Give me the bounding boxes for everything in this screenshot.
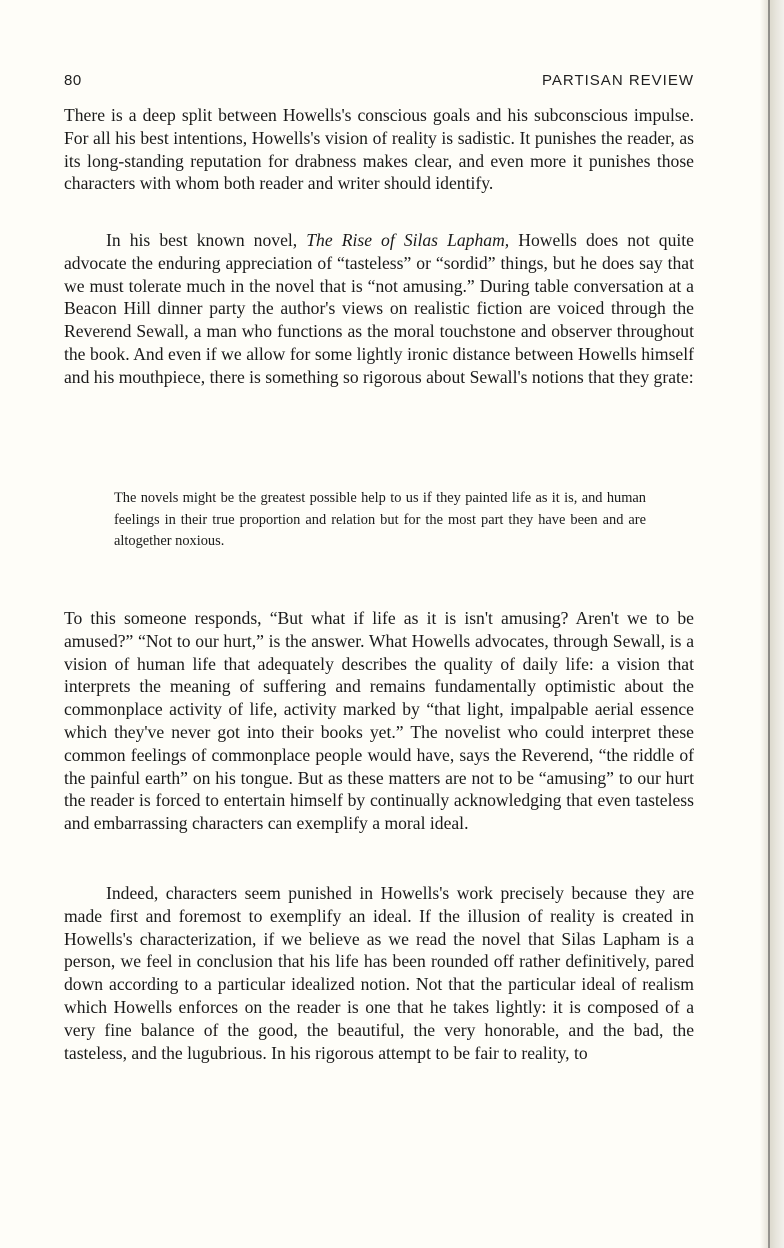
paragraph-2-rest: Howells does not quite advocate the enduring appreciation of “tasteless” or “sordid” things, but he does say that we must tolerate much in the novel that is “not amusing.” During table conversation at a Beacon Hill dinner party the author's views on realistic fiction are voiced through the Reverend Sewall, a man who functions as the moral touchstone and observer throughout the book. And even if we allow for some lightly ironic distance between Howells himself and his mouthpiece, there is something so rigorous about Sewall's notions that they grate:: [64, 230, 694, 387]
paragraph-4: Indeed, characters seem punished in Howells's work precisely because they are made first and foremost to exemplify an ideal. If the illusion of reality is created in Howells's characterization, if we believe as we read the novel that Silas Lapham is a person, we feel in conclusion that his life has been rounded off rather definitively, pared down according to a particular idealized notion. Not that the particular ideal of realism which Howells enforces on the reader is one that he takes lightly: it is composed of a very fine balance of the good, the beautiful, the very honorable, and the bad, the tasteless, and the lugubrious. In his rigorous attempt to be fair to reality, to: [64, 883, 694, 1063]
adjacent-page-edge: [768, 0, 770, 1248]
journal-title: PARTISAN REVIEW: [542, 72, 694, 89]
paragraph-1: There is a deep split between Howells's conscious goals and his subconscious impulse. For all his best intentions, Howells's vision of reality is sadistic. It punishes the reader, as its long-standing reputation for drabness makes clear, and even more it punishes those characters with whom both reader and writer should identify.: [64, 105, 694, 194]
paragraph-2: [64, 229, 694, 389]
paragraph-2-intro: In his best known novel,: [106, 230, 307, 250]
paragraph-3: To this someone responds, “But what if life as it is isn't amusing? Aren't we to be amused?” “Not to our hurt,” is the answer. What Howells advocates, through Sewall, is a vision of human life that adequately describes the quality of daily life: a vision that interprets the meaning of suffering and remains fundamentally optimistic about the commonplace activity of life, activity marked by “that light, impalpable aerial essence which they've never got into their books yet.” The novelist who could interpret these common feelings of commonplace people would have, says the Reverend, “the riddle of the painful earth” on his tongue. But as these matters are not to be “amusing” to our hurt the reader is forced to entertain himself by continually acknowledging that even tasteless and embarrassing characters can exemplify a moral ideal.: [64, 608, 694, 834]
page-edge-shadow: [760, 0, 784, 1248]
block-quote: The novels might be the greatest possible help to us if they painted life as it is, and human feelings in their true proportion and relation but for the most part they have been and are altogether noxious.: [114, 490, 646, 549]
running-head: [64, 72, 694, 92]
novel-title: The Rise of Silas Lapham,: [306, 230, 510, 250]
page-number: 80: [64, 72, 82, 89]
